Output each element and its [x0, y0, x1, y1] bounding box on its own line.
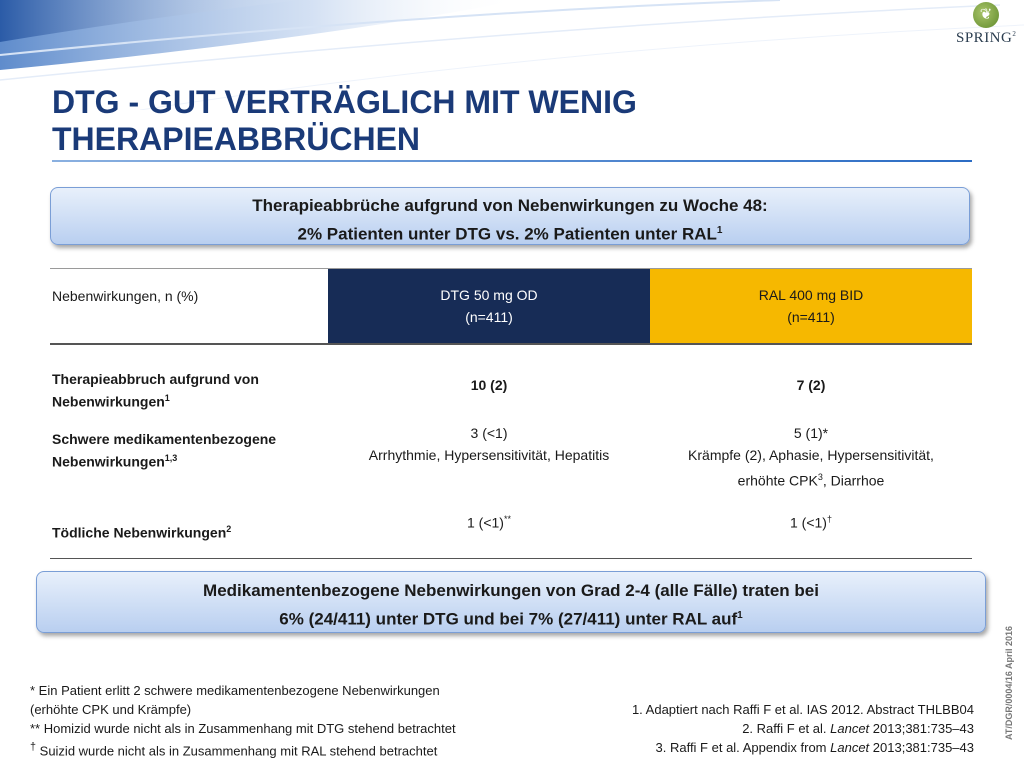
header-ral: RAL 400 mg BID (n=411) [650, 269, 972, 343]
callout-line-1: Medikamentenbezogene Nebenwirkungen von Grad 2-4 (alle Fälle) traten bei [203, 581, 819, 600]
footnote-1: * Ein Patient erlitt 2 schwere medikamentenbezogene Nebenwirkungen [30, 683, 440, 698]
row-label: Tödliche Nebenwirkungen$^2$ [52, 524, 232, 541]
table-row [50, 370, 972, 428]
dtg-value: 10 (2) [470, 377, 508, 393]
slide-title-line-1: DTG - GUT VERTRÄGLICH MIT WENIG [52, 84, 637, 120]
table-header-row [50, 268, 972, 345]
table-row [50, 425, 972, 514]
header-adverse-events: Nebenwirkungen, n (%) [52, 288, 199, 304]
references [554, 700, 974, 757]
leaf-icon: ❦ [973, 2, 999, 28]
header-dtg: DTG 50 mg OD (n=411) [328, 269, 650, 343]
logo-wordmark: SPRING$^2$ [956, 30, 1017, 46]
slide-title [52, 84, 932, 158]
table-row [50, 514, 972, 559]
reference-1: 1. Adaptiert nach Raffi F et al. IAS 2012. Abstract THLBB04 [631, 702, 974, 717]
ral-value: 1 (<1)† [790, 514, 832, 531]
row-label: Therapieabbruch aufgrund von Nebenwirkungen$^1$ [52, 371, 259, 410]
adverse-events-table [50, 268, 972, 559]
dtg-value: 3 (<1) Arrhythmie, Hypersensitivität, Hepatitis [368, 425, 610, 463]
reference-2: 2. Raffi F et al. Lancet 2013;381:735–43 [742, 721, 974, 736]
slide-title-line-2: THERAPIEABBRÜCHEN [52, 121, 421, 157]
discontinuation-callout [50, 187, 970, 245]
spring-logo [956, 2, 1016, 56]
row-label: Schwere medikamentenbezogene Nebenwirkungen$^{1,3}$ [52, 431, 277, 470]
footnote-1-cont: (erhöhte CPK und Krämpfe) [30, 702, 192, 717]
document-code: AT/DGR/0004/16 April 2016 [1004, 625, 1014, 740]
title-underline [52, 160, 972, 162]
ral-value: 7 (2) [796, 377, 826, 393]
footnote-2: ** Homizid wurde nicht als in Zusammenhang mit DTG stehend betrachtet [30, 721, 456, 736]
drug-related-events-callout [36, 571, 986, 633]
callout-line-1: Therapieabbrüche aufgrund von Nebenwirkungen zu Woche 48: [252, 196, 768, 215]
callout-line-2: 6% (24/411) unter DTG und bei 7% (27/411) unter RAL auf$^1$ [279, 609, 743, 629]
ral-value: 5 (1)* Krämpfe (2), Aphasie, Hypersensitivität, erhöhte CPK$^3$, Diarrhoe [688, 425, 934, 489]
dtg-value: 1 (<1)** [467, 514, 511, 531]
footnotes [30, 681, 510, 760]
reference-3: 3. Raffi F et al. Appendix from Lancet 2013;381:735–43 [655, 740, 974, 755]
callout-line-2: 2% Patienten unter DTG vs. 2% Patienten unter RAL$^1$ [297, 224, 723, 244]
footnote-3: † Suizid wurde nicht als in Zusammenhang mit RAL stehend betrachtet [30, 741, 438, 759]
